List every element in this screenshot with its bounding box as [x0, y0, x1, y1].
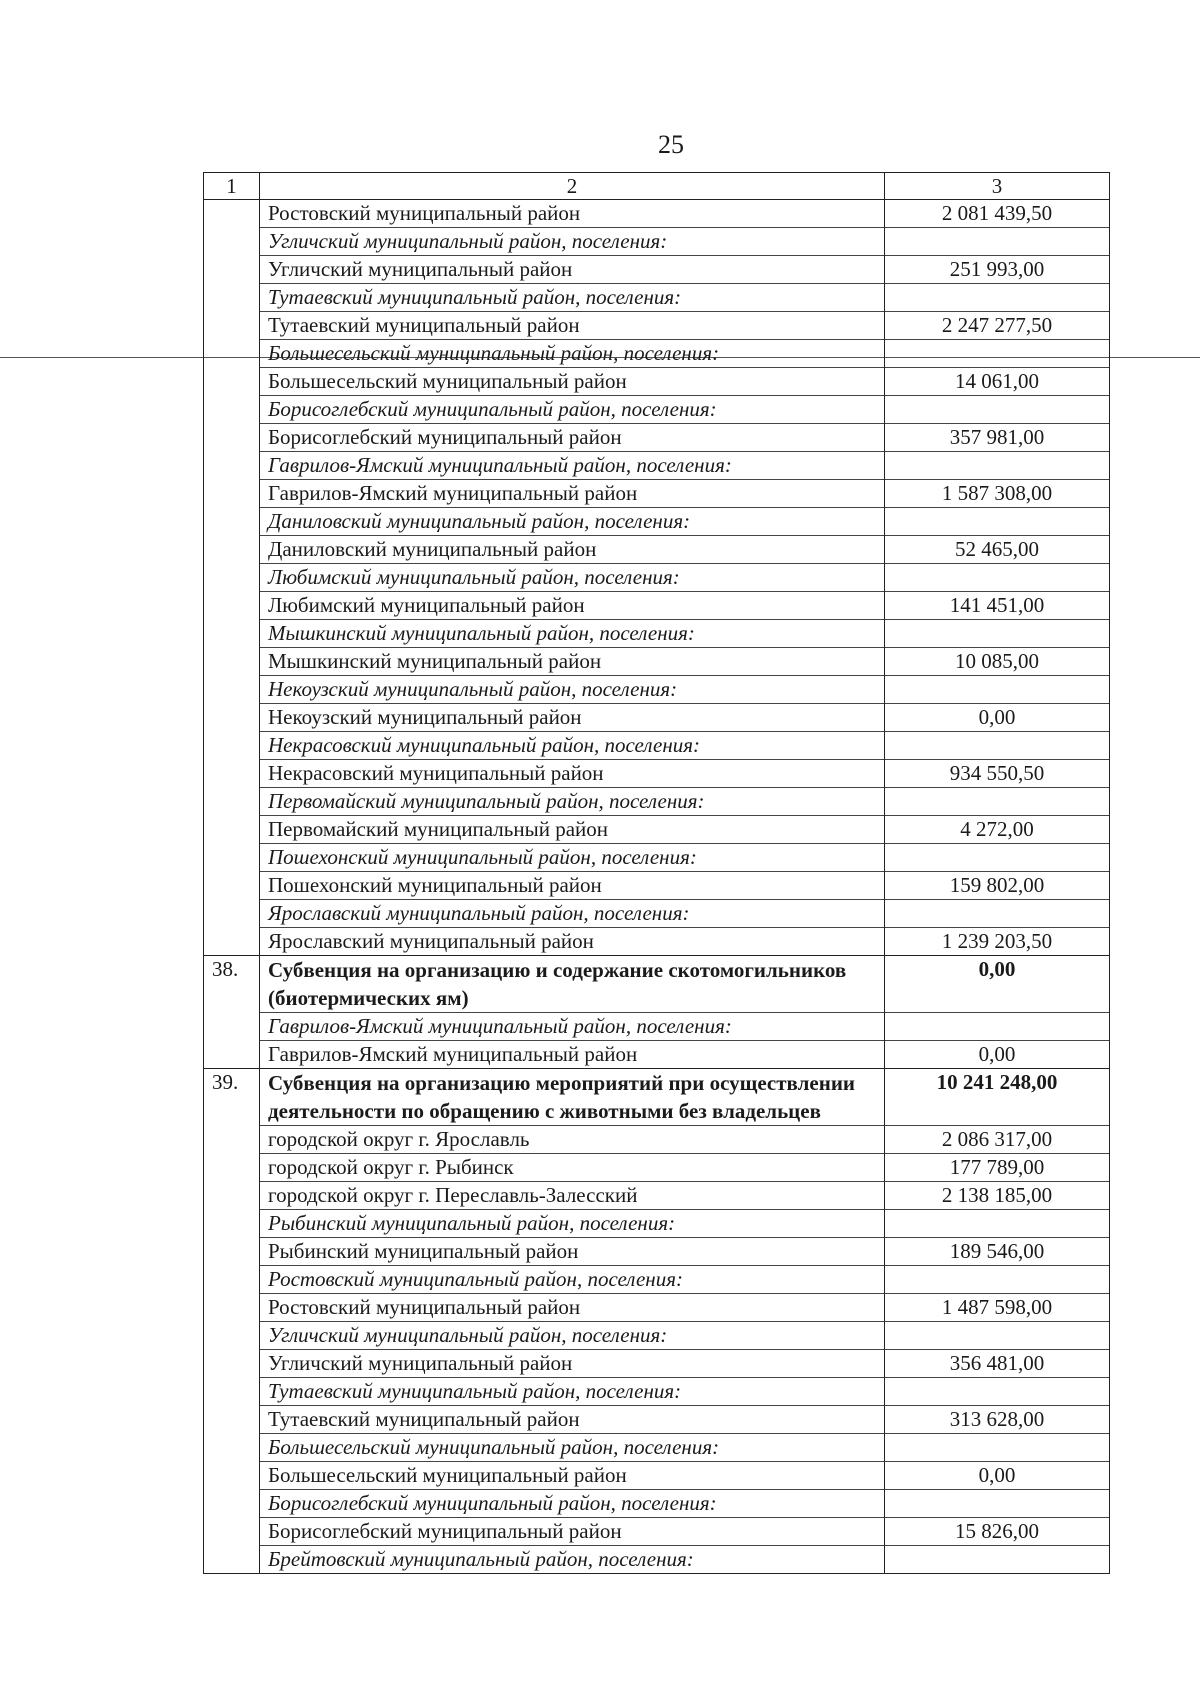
table-row [204, 760, 1110, 788]
table-row [204, 1069, 1110, 1126]
row-number-cell [204, 1182, 260, 1210]
table-row [204, 704, 1110, 732]
amount-cell: 2 138 185,00 [885, 1182, 1110, 1210]
district-group-heading-cell: Первомайский муниципальный район, поселения: [260, 788, 885, 816]
district-group-heading-cell: Гаврилов-Ямский муниципальный район, поселения: [260, 1013, 885, 1041]
recipient-name-cell: Борисоглебский муниципальный район [260, 1518, 885, 1546]
table-row [204, 1154, 1110, 1182]
amount-cell [885, 788, 1110, 816]
amount-cell [885, 900, 1110, 928]
amount-cell: 357 981,00 [885, 424, 1110, 452]
row-number-cell [204, 1434, 260, 1462]
table-row [204, 452, 1110, 480]
table-row [204, 1462, 1110, 1490]
table-row [204, 508, 1110, 536]
table-row [204, 312, 1110, 340]
subvention-title-cell: Субвенция на организацию мероприятий при осуществлении деятельности по обращению с животными без владельцев [260, 1069, 885, 1126]
table-row [204, 1238, 1110, 1266]
recipient-name-cell: Большесельский муниципальный район [260, 1462, 885, 1490]
table-row [204, 1490, 1110, 1518]
district-group-heading-cell: Большесельский муниципальный район, поселения: [260, 1434, 885, 1462]
amount-cell: 14 061,00 [885, 368, 1110, 396]
table-row [204, 1013, 1110, 1041]
recipient-name-cell: городской округ г. Рыбинск [260, 1154, 885, 1182]
recipient-name-cell: городской округ г. Переславль-Залесский [260, 1182, 885, 1210]
amount-cell [885, 1434, 1110, 1462]
recipient-name-cell: Тутаевский муниципальный район [260, 1406, 885, 1434]
table-row [204, 620, 1110, 648]
amount-cell: 2 247 277,50 [885, 312, 1110, 340]
district-group-heading-cell: Гаврилов-Ямский муниципальный район, поселения: [260, 452, 885, 480]
amount-cell [885, 1546, 1110, 1574]
amount-cell: 52 465,00 [885, 536, 1110, 564]
recipient-name-cell: Рыбинский муниципальный район [260, 1238, 885, 1266]
row-number-cell [204, 592, 260, 620]
table-row [204, 424, 1110, 452]
row-number-cell [204, 1322, 260, 1350]
column-header-3: 3 [885, 173, 1110, 200]
row-number-cell [204, 1490, 260, 1518]
row-number-cell [204, 340, 260, 368]
district-group-heading-cell: Некоузский муниципальный район, поселения: [260, 676, 885, 704]
district-group-heading-cell: Ярославский муниципальный район, поселения: [260, 900, 885, 928]
table-row [204, 256, 1110, 284]
recipient-name-cell: Ярославский муниципальный район [260, 928, 885, 956]
row-number-cell [204, 844, 260, 872]
district-group-heading-cell: Рыбинский муниципальный район, поселения: [260, 1210, 885, 1238]
amount-cell: 934 550,50 [885, 760, 1110, 788]
amount-cell: 1 487 598,00 [885, 1294, 1110, 1322]
row-number-cell [204, 1518, 260, 1546]
amount-cell [885, 452, 1110, 480]
amount-cell [885, 732, 1110, 760]
table-row [204, 284, 1110, 312]
amount-cell [885, 284, 1110, 312]
row-number-cell [204, 228, 260, 256]
row-number-cell [204, 1406, 260, 1434]
table-row [204, 1350, 1110, 1378]
table-row [204, 564, 1110, 592]
amount-cell [885, 620, 1110, 648]
recipient-name-cell: Ростовский муниципальный район [260, 200, 885, 228]
recipient-name-cell: Мышкинский муниципальный район [260, 648, 885, 676]
row-number-cell [204, 704, 260, 732]
row-number-cell [204, 1126, 260, 1154]
table-row [204, 1406, 1110, 1434]
amount-cell [885, 1322, 1110, 1350]
row-number-cell [204, 732, 260, 760]
table-row [204, 1378, 1110, 1406]
recipient-name-cell: Любимский муниципальный район [260, 592, 885, 620]
row-number-cell [204, 284, 260, 312]
district-group-heading-cell: Некрасовский муниципальный район, поселения: [260, 732, 885, 760]
row-number-cell [204, 368, 260, 396]
amount-cell: 189 546,00 [885, 1238, 1110, 1266]
table-row [204, 1041, 1110, 1069]
row-number-cell [204, 396, 260, 424]
amount-cell [885, 396, 1110, 424]
amount-cell: 0,00 [885, 704, 1110, 732]
recipient-name-cell: Угличский муниципальный район [260, 1350, 885, 1378]
recipient-name-cell: Первомайский муниципальный район [260, 816, 885, 844]
row-number-cell [204, 620, 260, 648]
amount-cell [885, 228, 1110, 256]
row-number-cell [204, 256, 260, 284]
amount-cell: 177 789,00 [885, 1154, 1110, 1182]
table-row [204, 1294, 1110, 1322]
page-number: 25 [658, 130, 684, 159]
row-number-cell [204, 928, 260, 956]
subvention-table [203, 172, 1110, 1574]
column-header-1: 1 [204, 173, 260, 200]
row-number-cell [204, 1013, 260, 1041]
amount-cell [885, 1266, 1110, 1294]
district-group-heading-cell: Борисоглебский муниципальный район, поселения: [260, 396, 885, 424]
row-number-cell [204, 424, 260, 452]
row-number-cell [204, 536, 260, 564]
table-row [204, 1434, 1110, 1462]
district-group-heading-cell: Угличский муниципальный район, поселения: [260, 1322, 885, 1350]
row-number-cell [204, 648, 260, 676]
recipient-name-cell: Некрасовский муниципальный район [260, 760, 885, 788]
row-number-cell [204, 760, 260, 788]
district-group-heading-cell: Мышкинский муниципальный район, поселения: [260, 620, 885, 648]
amount-cell: 1 239 203,50 [885, 928, 1110, 956]
table-row [204, 200, 1110, 228]
table-row [204, 676, 1110, 704]
column-header-2: 2 [260, 173, 885, 200]
table-row [204, 872, 1110, 900]
row-number-cell [204, 312, 260, 340]
row-number-cell [204, 788, 260, 816]
subvention-title-cell: Субвенция на организацию и содержание скотомогильников (биотермических ям) [260, 956, 885, 1013]
district-group-heading-cell: Угличский муниципальный район, поселения: [260, 228, 885, 256]
row-number-cell [204, 816, 260, 844]
amount-cell: 159 802,00 [885, 872, 1110, 900]
table-row [204, 340, 1110, 368]
recipient-name-cell: Гаврилов-Ямский муниципальный район [260, 480, 885, 508]
row-number-cell [204, 1294, 260, 1322]
row-number-cell [204, 1210, 260, 1238]
district-group-heading-cell: Даниловский муниципальный район, поселения: [260, 508, 885, 536]
amount-cell [885, 1210, 1110, 1238]
row-number-cell [204, 200, 260, 228]
amount-cell: 313 628,00 [885, 1406, 1110, 1434]
recipient-name-cell: Тутаевский муниципальный район [260, 312, 885, 340]
amount-cell: 4 272,00 [885, 816, 1110, 844]
table-row [204, 732, 1110, 760]
row-number-cell [204, 1266, 260, 1294]
row-number-cell [204, 1462, 260, 1490]
amount-cell [885, 1013, 1110, 1041]
row-number-cell [204, 900, 260, 928]
subvention-total-cell: 10 241 248,00 [885, 1069, 1110, 1126]
district-group-heading-cell: Тутаевский муниципальный район, поселения: [260, 284, 885, 312]
recipient-name-cell: Гаврилов-Ямский муниципальный район [260, 1041, 885, 1069]
amount-cell [885, 340, 1110, 368]
amount-cell: 15 826,00 [885, 1518, 1110, 1546]
row-number-cell: 39. [204, 1069, 260, 1126]
row-number-cell [204, 872, 260, 900]
amount-cell: 1 587 308,00 [885, 480, 1110, 508]
table-row [204, 928, 1110, 956]
amount-cell: 2 081 439,50 [885, 200, 1110, 228]
amount-cell: 141 451,00 [885, 592, 1110, 620]
district-group-heading-cell: Большесельский муниципальный район, поселения: [260, 340, 885, 368]
amount-cell: 356 481,00 [885, 1350, 1110, 1378]
table-row [204, 900, 1110, 928]
amount-cell [885, 676, 1110, 704]
amount-cell: 251 993,00 [885, 256, 1110, 284]
table-row [204, 1518, 1110, 1546]
row-number-cell [204, 1350, 260, 1378]
row-number-cell [204, 1154, 260, 1182]
amount-cell [885, 844, 1110, 872]
district-group-heading-cell: Пошехонский муниципальный район, поселения: [260, 844, 885, 872]
row-number-cell [204, 452, 260, 480]
table-row [204, 1322, 1110, 1350]
row-number-cell [204, 508, 260, 536]
amount-cell: 2 086 317,00 [885, 1126, 1110, 1154]
row-number-cell [204, 676, 260, 704]
amount-cell: 0,00 [885, 1041, 1110, 1069]
table-row [204, 228, 1110, 256]
table-body [204, 200, 1110, 1574]
district-group-heading-cell: Борисоглебский муниципальный район, поселения: [260, 1490, 885, 1518]
row-number-cell [204, 480, 260, 508]
table-row [204, 816, 1110, 844]
recipient-name-cell: городской округ г. Ярославль [260, 1126, 885, 1154]
row-number-cell: 38. [204, 956, 260, 1013]
district-group-heading-cell: Любимский муниципальный район, поселения: [260, 564, 885, 592]
row-number-cell [204, 1041, 260, 1069]
table-header-row [204, 173, 1110, 200]
recipient-name-cell: Некоузский муниципальный район [260, 704, 885, 732]
amount-cell [885, 508, 1110, 536]
table-row [204, 536, 1110, 564]
table-row [204, 788, 1110, 816]
subvention-total-cell: 0,00 [885, 956, 1110, 1013]
recipient-name-cell: Угличский муниципальный район [260, 256, 885, 284]
district-group-heading-cell: Тутаевский муниципальный район, поселения: [260, 1378, 885, 1406]
district-group-heading-cell: Брейтовский муниципальный район, поселения: [260, 1546, 885, 1574]
amount-cell [885, 1378, 1110, 1406]
table-row [204, 1266, 1110, 1294]
recipient-name-cell: Пошехонский муниципальный район [260, 872, 885, 900]
recipient-name-cell: Даниловский муниципальный район [260, 536, 885, 564]
table-row [204, 956, 1110, 1013]
table-row [204, 1126, 1110, 1154]
amount-cell [885, 1490, 1110, 1518]
row-number-cell [204, 564, 260, 592]
recipient-name-cell: Большесельский муниципальный район [260, 368, 885, 396]
district-group-heading-cell: Ростовский муниципальный район, поселения: [260, 1266, 885, 1294]
table-row [204, 592, 1110, 620]
amount-cell: 0,00 [885, 1462, 1110, 1490]
row-number-cell [204, 1378, 260, 1406]
table-row [204, 1546, 1110, 1574]
amount-cell [885, 564, 1110, 592]
table-row [204, 1210, 1110, 1238]
table-row [204, 368, 1110, 396]
row-number-cell [204, 1238, 260, 1266]
table-row [204, 844, 1110, 872]
table-row [204, 480, 1110, 508]
amount-cell: 10 085,00 [885, 648, 1110, 676]
recipient-name-cell: Борисоглебский муниципальный район [260, 424, 885, 452]
recipient-name-cell: Ростовский муниципальный район [260, 1294, 885, 1322]
table-row [204, 1182, 1110, 1210]
row-number-cell [204, 1546, 260, 1574]
table-row [204, 396, 1110, 424]
table-row [204, 648, 1110, 676]
